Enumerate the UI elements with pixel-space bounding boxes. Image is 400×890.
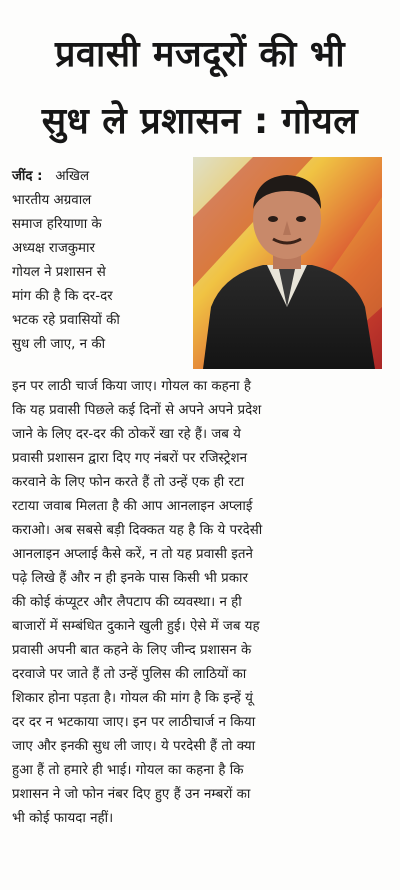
article-line: समाज हरियाणा के (12, 217, 102, 232)
headline-line-2: सुध ले प्रशासन : गोयल (41, 101, 359, 142)
portrait-illustration (193, 157, 382, 369)
article-line: अध्यक्ष राजकुमार (12, 241, 96, 256)
article-line: रटाया जवाब मिलता है की आप आनलाइन अप्लाई (12, 499, 253, 514)
article-line (12, 166, 184, 184)
article-line: भारतीय अग्रवाल (12, 193, 92, 208)
headline-line-1: प्रवासी मजदूरों की भी (54, 34, 346, 75)
article-line: की कोई कंप्यूटर और लैपटाप की व्यवस्था। न ही (12, 595, 242, 610)
dateline: जींद : (12, 169, 43, 184)
article-line: भी कोई फायदा नहीं। (12, 811, 114, 826)
article-line: बाजारों में सम्बंधित दुकाने खुली हुई। ऐसे में जब यह (12, 619, 260, 634)
article-line: कराओ। अब सबसे बड़ी दिक्कत यह है कि ये परदेसी (12, 523, 263, 538)
article-line: प्रवासी अपनी बात कहने के लिए जीन्द प्रशासन के (12, 643, 252, 658)
article-line: करवाने के लिए फोन करते हैं तो उन्हें एक ही रटा (12, 475, 245, 490)
article-line: दरवाजे पर जाते हैं तो उन्हें पुलिस की लाठियों का (12, 667, 247, 682)
article-line: गोयल ने प्रशासन से (12, 265, 106, 280)
article-line: कि यह प्रवासी पिछले कई दिनों से अपने अपने प्रदेश (12, 403, 262, 418)
article-line: पढ़े लिखे हैं और न ही इनके पास किसी भी प्रकार (12, 571, 248, 586)
article-line: मांग की है कि दर-दर (12, 289, 113, 304)
article-line: प्रवासी प्रशासन द्वारा दिए गए नंबरों पर रजिस्ट्रेशन (12, 451, 248, 466)
article-line: शिकार होना पड़ता है। गोयल की मांग है कि इन्हें यूं (12, 691, 253, 706)
article-line: आनलाइन अप्लाई कैसे करें, न तो यह प्रवासी इतने (12, 547, 253, 562)
article-line: इन पर लाठी चार्ज किया जाए। गोयल का कहना है (12, 379, 251, 394)
article-line: हुआ हैं तो हमारे ही भाई। गोयल का कहना है कि (12, 763, 244, 778)
article-line: प्रशासन ने जो फोन नंबर दिए हुए हैं उन नम्बरों का (12, 787, 251, 802)
article-line: दर दर न भटकाया जाए। इन पर लाठीचार्ज न किया (12, 715, 256, 730)
article-line: सुध ली जाए, न की (12, 337, 106, 352)
article-line: भटक रहे प्रवासियों की (12, 313, 120, 328)
portrait-photo (193, 157, 382, 369)
article-text: अखिल (55, 169, 90, 184)
article-line: जाने के लिए दर-दर की ठोकरें खा रहे हैं। जब ये (12, 427, 241, 442)
article-line: जाए और इनकी सुध ली जाए। ये परदेसी हैं तो क्या (12, 739, 256, 754)
